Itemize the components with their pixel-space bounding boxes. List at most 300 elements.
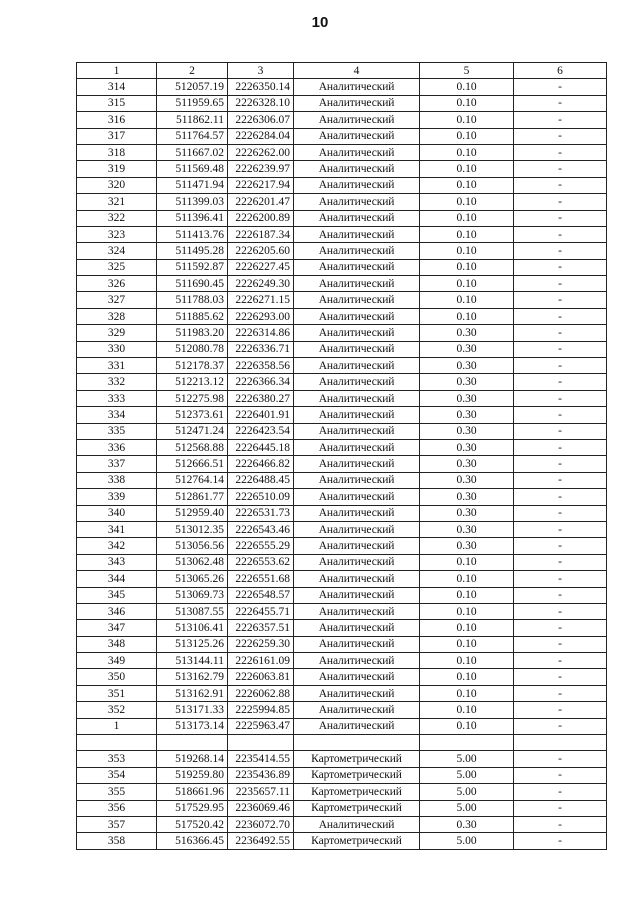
table-cell: 335 [77, 423, 157, 439]
table-cell: - [514, 259, 607, 275]
table-cell: 513069.73 [157, 587, 228, 603]
table-cell: - [514, 521, 607, 537]
table-cell: 2236492.55 [228, 833, 294, 849]
table-cell: 0.10 [420, 685, 514, 701]
table-row [77, 767, 607, 783]
table-cell: 355 [77, 784, 157, 800]
table-cell: 0.10 [420, 308, 514, 324]
table-cell: 511471.94 [157, 177, 228, 193]
table-cell: - [514, 161, 607, 177]
table-cell: 325 [77, 259, 157, 275]
table-cell: 0.30 [420, 358, 514, 374]
table-cell: - [514, 800, 607, 816]
table-cell: - [514, 456, 607, 472]
table-cell: Аналитический [294, 177, 420, 193]
table-cell: 511885.62 [157, 308, 228, 324]
table-cell: 0.30 [420, 407, 514, 423]
table-cell: Аналитический [294, 685, 420, 701]
table-cell: - [514, 325, 607, 341]
table-cell: 329 [77, 325, 157, 341]
table-cell: 0.10 [420, 718, 514, 734]
table-cell: - [514, 816, 607, 832]
table-row [77, 79, 607, 95]
table-row [77, 735, 607, 751]
table-cell [157, 735, 228, 751]
table-cell: - [514, 292, 607, 308]
table-cell: 0.10 [420, 587, 514, 603]
table-cell: 2226553.62 [228, 554, 294, 570]
table-row [77, 800, 607, 816]
table-cell: 2226200.89 [228, 210, 294, 226]
table-row [77, 161, 607, 177]
table-cell: 2226262.00 [228, 144, 294, 160]
table-cell: Аналитический [294, 505, 420, 521]
table-cell: Аналитический [294, 439, 420, 455]
table-cell [294, 735, 420, 751]
table-cell: 0.30 [420, 439, 514, 455]
table-cell: 0.30 [420, 505, 514, 521]
table-cell: 0.10 [420, 636, 514, 652]
table-cell: Аналитический [294, 390, 420, 406]
table-cell: 512764.14 [157, 472, 228, 488]
coordinates-table [76, 62, 607, 850]
table-cell: Аналитический [294, 554, 420, 570]
table-cell: 0.30 [420, 456, 514, 472]
table-cell: 354 [77, 767, 157, 783]
table-cell: 2236069.46 [228, 800, 294, 816]
table-cell: Аналитический [294, 521, 420, 537]
table-cell: 320 [77, 177, 157, 193]
table-row [77, 308, 607, 324]
table-cell: 2225963.47 [228, 718, 294, 734]
table-header-row [77, 63, 607, 79]
table-cell: 316 [77, 112, 157, 128]
table-cell: 2226284.04 [228, 128, 294, 144]
table-cell: 511495.28 [157, 243, 228, 259]
table-cell: 0.10 [420, 128, 514, 144]
table-cell: - [514, 587, 607, 603]
table-cell: Аналитический [294, 423, 420, 439]
table-cell: 2226358.56 [228, 358, 294, 374]
table-cell: 2226062.88 [228, 685, 294, 701]
table-cell: 0.30 [420, 423, 514, 439]
table-row [77, 521, 607, 537]
table-cell: Картометрический [294, 800, 420, 816]
table-cell: - [514, 636, 607, 652]
table-cell: 0.10 [420, 292, 514, 308]
table-cell: - [514, 374, 607, 390]
table-cell: 0.30 [420, 489, 514, 505]
table-cell: 341 [77, 521, 157, 537]
table-cell: Аналитический [294, 128, 420, 144]
table-cell: 314 [77, 79, 157, 95]
table-cell: 0.10 [420, 226, 514, 242]
table-cell: 352 [77, 702, 157, 718]
table-cell: 0.30 [420, 521, 514, 537]
table-cell: Аналитический [294, 259, 420, 275]
table-cell: - [514, 177, 607, 193]
table-cell: 513012.35 [157, 521, 228, 537]
table-cell: Аналитический [294, 210, 420, 226]
table-cell: Аналитический [294, 292, 420, 308]
table-cell: 324 [77, 243, 157, 259]
table-cell: 0.10 [420, 620, 514, 636]
table-cell: 513144.11 [157, 653, 228, 669]
table-cell: Аналитический [294, 95, 420, 111]
column-header: 4 [294, 63, 420, 79]
table-row [77, 210, 607, 226]
table-cell: 2226205.60 [228, 243, 294, 259]
table-cell: 519268.14 [157, 751, 228, 767]
table-cell: 511592.87 [157, 259, 228, 275]
table-cell: Аналитический [294, 276, 420, 292]
table-row [77, 276, 607, 292]
table-cell: 0.30 [420, 390, 514, 406]
table-cell: - [514, 489, 607, 505]
table-cell: Аналитический [294, 587, 420, 603]
table-cell: 2226488.45 [228, 472, 294, 488]
table-cell: 512666.51 [157, 456, 228, 472]
table-cell: 0.10 [420, 210, 514, 226]
table-cell: 512471.24 [157, 423, 228, 439]
table-cell: Аналитический [294, 194, 420, 210]
table-cell: 517520.42 [157, 816, 228, 832]
table-cell: 511667.02 [157, 144, 228, 160]
table-cell: 350 [77, 669, 157, 685]
table-cell: 0.10 [420, 603, 514, 619]
table-cell: 336 [77, 439, 157, 455]
table-cell: 2226510.09 [228, 489, 294, 505]
table-cell: - [514, 407, 607, 423]
table-row [77, 456, 607, 472]
table-row [77, 390, 607, 406]
table-cell: - [514, 833, 607, 849]
table-cell: - [514, 718, 607, 734]
table-cell: Аналитический [294, 472, 420, 488]
table-cell: Аналитический [294, 653, 420, 669]
table-cell: 321 [77, 194, 157, 210]
table-cell: - [514, 767, 607, 783]
table-cell: 513173.14 [157, 718, 228, 734]
table-cell: 513087.55 [157, 603, 228, 619]
table-cell [514, 735, 607, 751]
table-cell: 2226306.07 [228, 112, 294, 128]
table-cell [77, 735, 157, 751]
table-cell: 345 [77, 587, 157, 603]
table-cell: Аналитический [294, 407, 420, 423]
table-cell: Аналитический [294, 161, 420, 177]
table-cell: - [514, 669, 607, 685]
table-cell: 338 [77, 472, 157, 488]
table-row [77, 325, 607, 341]
table-cell: 348 [77, 636, 157, 652]
table-cell: 2226328.10 [228, 95, 294, 111]
table-row [77, 439, 607, 455]
table-cell: 358 [77, 833, 157, 849]
column-header: 5 [420, 63, 514, 79]
table-row [77, 358, 607, 374]
table-cell: 5.00 [420, 751, 514, 767]
table-cell: 2226466.82 [228, 456, 294, 472]
table-cell: 328 [77, 308, 157, 324]
table-row [77, 341, 607, 357]
table-cell: 2226201.47 [228, 194, 294, 210]
table-cell: 511690.45 [157, 276, 228, 292]
table-cell: 511764.57 [157, 128, 228, 144]
table-row [77, 554, 607, 570]
table-cell: 0.30 [420, 816, 514, 832]
table-cell: 332 [77, 374, 157, 390]
table-cell: 513125.26 [157, 636, 228, 652]
table-cell: 2226548.57 [228, 587, 294, 603]
table-cell: 353 [77, 751, 157, 767]
table-cell: - [514, 390, 607, 406]
table-cell: 5.00 [420, 800, 514, 816]
table-cell: 511983.20 [157, 325, 228, 341]
table-cell: 5.00 [420, 784, 514, 800]
table-cell: 513162.91 [157, 685, 228, 701]
table-cell: 1 [77, 718, 157, 734]
table-cell: 2226555.29 [228, 538, 294, 554]
table-cell: 2226366.34 [228, 374, 294, 390]
column-header: 3 [228, 63, 294, 79]
table-cell: 0.30 [420, 538, 514, 554]
table-cell: - [514, 210, 607, 226]
table-cell: - [514, 538, 607, 554]
table-cell: 2226350.14 [228, 79, 294, 95]
table-cell: 513062.48 [157, 554, 228, 570]
table-cell: 327 [77, 292, 157, 308]
table-cell: 317 [77, 128, 157, 144]
table-row [77, 112, 607, 128]
table-cell: 2226445.18 [228, 439, 294, 455]
table-cell: 2226401.91 [228, 407, 294, 423]
table-cell [420, 735, 514, 751]
table-cell: Картометрический [294, 833, 420, 849]
table-row [77, 423, 607, 439]
table-cell: - [514, 472, 607, 488]
column-header: 6 [514, 63, 607, 79]
table-cell: - [514, 571, 607, 587]
table-cell: Аналитический [294, 816, 420, 832]
table-cell: - [514, 79, 607, 95]
table-cell: 0.10 [420, 79, 514, 95]
table-cell: 347 [77, 620, 157, 636]
table-cell: 2236072.70 [228, 816, 294, 832]
table-cell: 0.10 [420, 259, 514, 275]
table-cell: 0.10 [420, 144, 514, 160]
table-cell: - [514, 653, 607, 669]
table-cell: 513171.33 [157, 702, 228, 718]
table-cell: - [514, 358, 607, 374]
table-row [77, 292, 607, 308]
table-row [77, 407, 607, 423]
table-cell: 0.10 [420, 243, 514, 259]
table-cell: 512373.61 [157, 407, 228, 423]
table-cell: 512861.77 [157, 489, 228, 505]
table-cell: 512275.98 [157, 390, 228, 406]
table-cell: - [514, 95, 607, 111]
table-row [77, 177, 607, 193]
table-cell: 0.10 [420, 112, 514, 128]
table-cell: 512959.40 [157, 505, 228, 521]
table-cell: Аналитический [294, 669, 420, 685]
table-cell: 5.00 [420, 833, 514, 849]
table-row [77, 718, 607, 734]
table-cell: 334 [77, 407, 157, 423]
table-cell: 2226187.34 [228, 226, 294, 242]
table-cell: 2226336.71 [228, 341, 294, 357]
table-cell: 323 [77, 226, 157, 242]
table-row [77, 505, 607, 521]
table-cell: 2226249.30 [228, 276, 294, 292]
table-cell: 2226380.27 [228, 390, 294, 406]
column-header: 2 [157, 63, 228, 79]
table-cell: - [514, 505, 607, 521]
table-cell: Аналитический [294, 144, 420, 160]
table-cell: 2226259.30 [228, 636, 294, 652]
table-cell: Аналитический [294, 226, 420, 242]
table-cell: 0.10 [420, 653, 514, 669]
table-cell: 518661.96 [157, 784, 228, 800]
table-cell: 2226455.71 [228, 603, 294, 619]
table-row [77, 472, 607, 488]
table-cell: - [514, 554, 607, 570]
table-cell: 513106.41 [157, 620, 228, 636]
table-cell: Картометрический [294, 784, 420, 800]
table-cell: - [514, 784, 607, 800]
table-cell: 2226227.45 [228, 259, 294, 275]
table-cell: 322 [77, 210, 157, 226]
table-cell: 2225994.85 [228, 702, 294, 718]
page-number: 10 [311, 14, 329, 31]
table-cell: - [514, 603, 607, 619]
table-cell: 333 [77, 390, 157, 406]
table-cell: 511959.65 [157, 95, 228, 111]
table-row [77, 784, 607, 800]
table-cell: Аналитический [294, 374, 420, 390]
table-cell: 351 [77, 685, 157, 701]
table-cell: 511413.76 [157, 226, 228, 242]
table-body [77, 79, 607, 849]
table-cell: Аналитический [294, 603, 420, 619]
table-cell: - [514, 144, 607, 160]
table-cell: - [514, 423, 607, 439]
table-cell: 0.30 [420, 374, 514, 390]
table-row [77, 95, 607, 111]
table-cell: 344 [77, 571, 157, 587]
table-cell: - [514, 112, 607, 128]
table-cell: Картометрический [294, 751, 420, 767]
table-cell: 512080.78 [157, 341, 228, 357]
table-row [77, 833, 607, 849]
table-cell: 513162.79 [157, 669, 228, 685]
table-cell: 356 [77, 800, 157, 816]
table-row [77, 653, 607, 669]
table-cell: 511399.03 [157, 194, 228, 210]
table-row [77, 226, 607, 242]
table-cell: 0.10 [420, 669, 514, 685]
table-cell: 0.10 [420, 702, 514, 718]
table-cell: 0.30 [420, 325, 514, 341]
table-cell: Аналитический [294, 571, 420, 587]
table-cell: - [514, 128, 607, 144]
table-cell: - [514, 341, 607, 357]
table-cell: 0.30 [420, 341, 514, 357]
table-cell: Аналитический [294, 456, 420, 472]
table-cell: - [514, 243, 607, 259]
table-cell: 0.10 [420, 95, 514, 111]
table-row [77, 571, 607, 587]
table-cell: 512178.37 [157, 358, 228, 374]
table-cell: 346 [77, 603, 157, 619]
table-row [77, 685, 607, 701]
table-cell: 512213.12 [157, 374, 228, 390]
table-cell: Аналитический [294, 79, 420, 95]
table-row [77, 243, 607, 259]
table-cell: 2226239.97 [228, 161, 294, 177]
table-cell: - [514, 439, 607, 455]
table-cell: 519259.80 [157, 767, 228, 783]
table-cell: 2226271.15 [228, 292, 294, 308]
table-cell: Аналитический [294, 489, 420, 505]
table-cell: 511569.48 [157, 161, 228, 177]
table-cell: Аналитический [294, 620, 420, 636]
table-row [77, 374, 607, 390]
table-row [77, 816, 607, 832]
table-row [77, 587, 607, 603]
table-cell: Аналитический [294, 358, 420, 374]
table-cell: 2235436.89 [228, 767, 294, 783]
table-cell: Аналитический [294, 718, 420, 734]
table-cell: 337 [77, 456, 157, 472]
table-cell: 512057.19 [157, 79, 228, 95]
table-row [77, 636, 607, 652]
table-cell: 2226423.54 [228, 423, 294, 439]
table-cell: 513065.26 [157, 571, 228, 587]
table-cell: 357 [77, 816, 157, 832]
table-cell: 331 [77, 358, 157, 374]
table-cell: 5.00 [420, 767, 514, 783]
table-cell: 0.10 [420, 177, 514, 193]
table-cell: - [514, 620, 607, 636]
table-cell: Аналитический [294, 112, 420, 128]
table-row [77, 702, 607, 718]
table-cell [228, 735, 294, 751]
table-cell: Картометрический [294, 767, 420, 783]
table-cell: Аналитический [294, 341, 420, 357]
table-cell: 342 [77, 538, 157, 554]
table-cell: 2235657.11 [228, 784, 294, 800]
table-cell: 0.10 [420, 194, 514, 210]
table-cell: 2235414.55 [228, 751, 294, 767]
table-cell: - [514, 276, 607, 292]
table-cell: Аналитический [294, 308, 420, 324]
table-cell: - [514, 226, 607, 242]
table-cell: 2226161.09 [228, 653, 294, 669]
table-row [77, 489, 607, 505]
table-cell: 319 [77, 161, 157, 177]
table-cell: 0.10 [420, 276, 514, 292]
table-cell: 512568.88 [157, 439, 228, 455]
table-cell: - [514, 751, 607, 767]
table-cell: - [514, 194, 607, 210]
table-cell: 2226217.94 [228, 177, 294, 193]
table-row [77, 751, 607, 767]
table-cell: 343 [77, 554, 157, 570]
table-cell: Аналитический [294, 702, 420, 718]
table-cell: 339 [77, 489, 157, 505]
